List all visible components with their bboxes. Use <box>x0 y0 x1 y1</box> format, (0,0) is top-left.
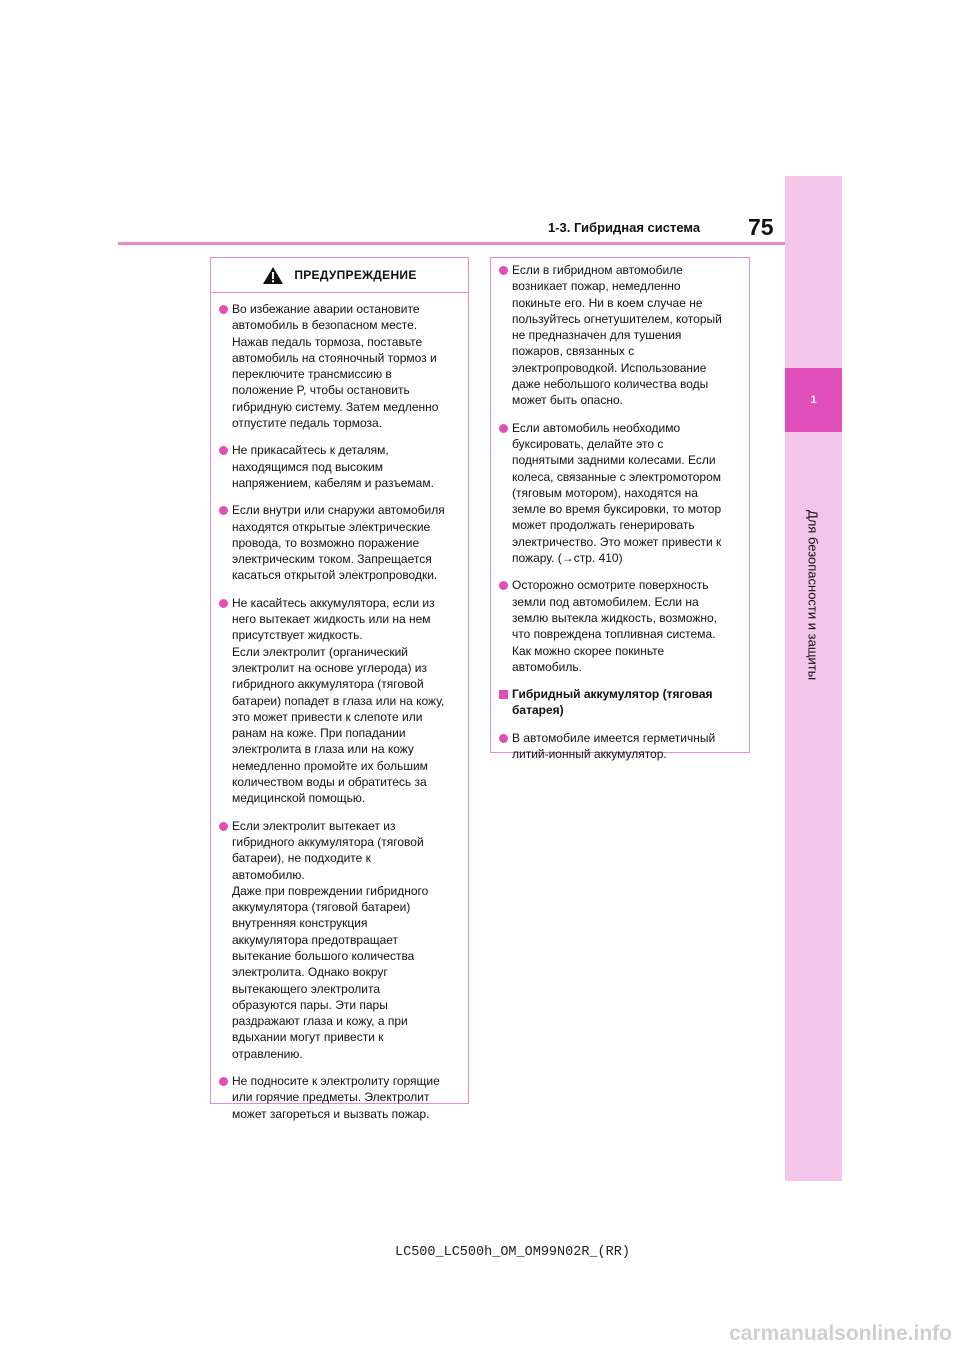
warning-item: Если автомобиль необходимо буксировать, делайте это с поднятыми задними колесами. Если колеса, связанные с электромотором (тяговым мотором), находятся на земле во время буксировки, то мотор может продолжать генерировать электричество. Это может привести к пожару. (→стр. 410) <box>499 420 741 567</box>
warning-header <box>211 258 468 293</box>
warning-item: Если электролит вытекает из гибридного аккумулятора (тяговой батареи), не подходите к автомобилю. Даже при повреждении гибридного аккумулятора (тяговой батареи) внутренняя конструкция аккумулятора предотвращает вытекание большого количества электролита. Однако вокруг вытекающего электролита образуются пары. Эти пары раздражают глаза и кожу, а при вдыхании могут привести к отравлению. <box>219 818 460 1062</box>
warning-item: Осторожно осмотрите поверхность земли под автомобилем. Если на землю вытекла жидкость, возможно, что повреждена топливная система. Как можно скорее покиньте автомобиль. <box>499 577 741 675</box>
watermark: carmanualsonline.info <box>729 1322 952 1345</box>
bullet-dot-icon <box>219 822 228 831</box>
bullet-dot-icon <box>219 506 228 515</box>
warning-box <box>210 257 469 1121</box>
warning-title: ПРЕДУПРЕЖДЕНИЕ <box>294 268 417 282</box>
warning-item: Во избежание аварии остановите автомобиль в безопасном месте. Нажав педаль тормоза, поставьте автомобиль на стояночный тормоз и переключите трансмиссию в положение P, чтобы остановить гибридную систему. Затем медленно отпустите педаль тормоза. <box>219 301 460 431</box>
bullet-dot-icon <box>219 446 228 455</box>
subsection-heading: Гибридный аккумулятор (тяговая батарея) <box>499 686 741 719</box>
bullet-dot-icon <box>499 424 508 433</box>
warning-item: Не касайтесь аккумулятора, если из него вытекает жидкость или на нем присутствует жидкость. Если электролит (органический электролит на основе углерода) из гибридного аккумулятора (тяговой батареи) попадет в глаза или на кожу, это может привести к слепоте или ранам на коже. При попадании электролита в глаза или на кожу немедленно промойте их большим количеством воды и обратитесь за медицинской помощью. <box>219 595 460 807</box>
bullet-dot-icon <box>499 266 508 275</box>
section-title: 1-3. Гибридная система <box>548 220 701 235</box>
bullet-dot-icon <box>499 734 508 743</box>
warning-triangle-icon <box>262 266 284 285</box>
chapter-number-tab[interactable]: 1 <box>785 368 842 432</box>
bullet-square-icon <box>499 690 508 699</box>
warning-item: Если в гибридном автомобиле возникает пожар, немедленно покиньте его. Ни в коем случае не пользуйтесь огнетушителем, который не предназначен для тушения пожаров, связанных с электропроводкой. Использование даже небольшого количества воды может быть опасно. <box>499 262 741 409</box>
chapter-title-vertical: Для безопасности и защиты <box>805 509 821 681</box>
document-code: LC500_LC500h_OM_OM99N02R_(RR) <box>395 1245 630 1260</box>
bullet-dot-icon <box>219 599 228 608</box>
header-rule <box>118 242 785 245</box>
bullet-dot-icon <box>219 1077 228 1086</box>
bullet-dot-icon <box>499 581 508 590</box>
warning-item: Не прикасайтесь к деталям, находящимся под высоким напряжением, кабелям и разъемам. <box>219 442 460 491</box>
page-number: 75 <box>748 214 774 240</box>
warning-item: Не подносите к электролиту горящие или горячие предметы. Электролит может загореться и вызвать пожар. <box>219 1073 460 1122</box>
warning-item: В автомобиле имеется герметичный литий-ионный аккумулятор. <box>499 730 741 763</box>
warning-continuation-box <box>490 257 750 762</box>
bullet-dot-icon <box>219 305 228 314</box>
warning-item: Если внутри или снаружи автомобиля находятся открытые электрические провода, то возможно поражение электрическим током. Запрещается касаться открытой электропроводки. <box>219 502 460 583</box>
